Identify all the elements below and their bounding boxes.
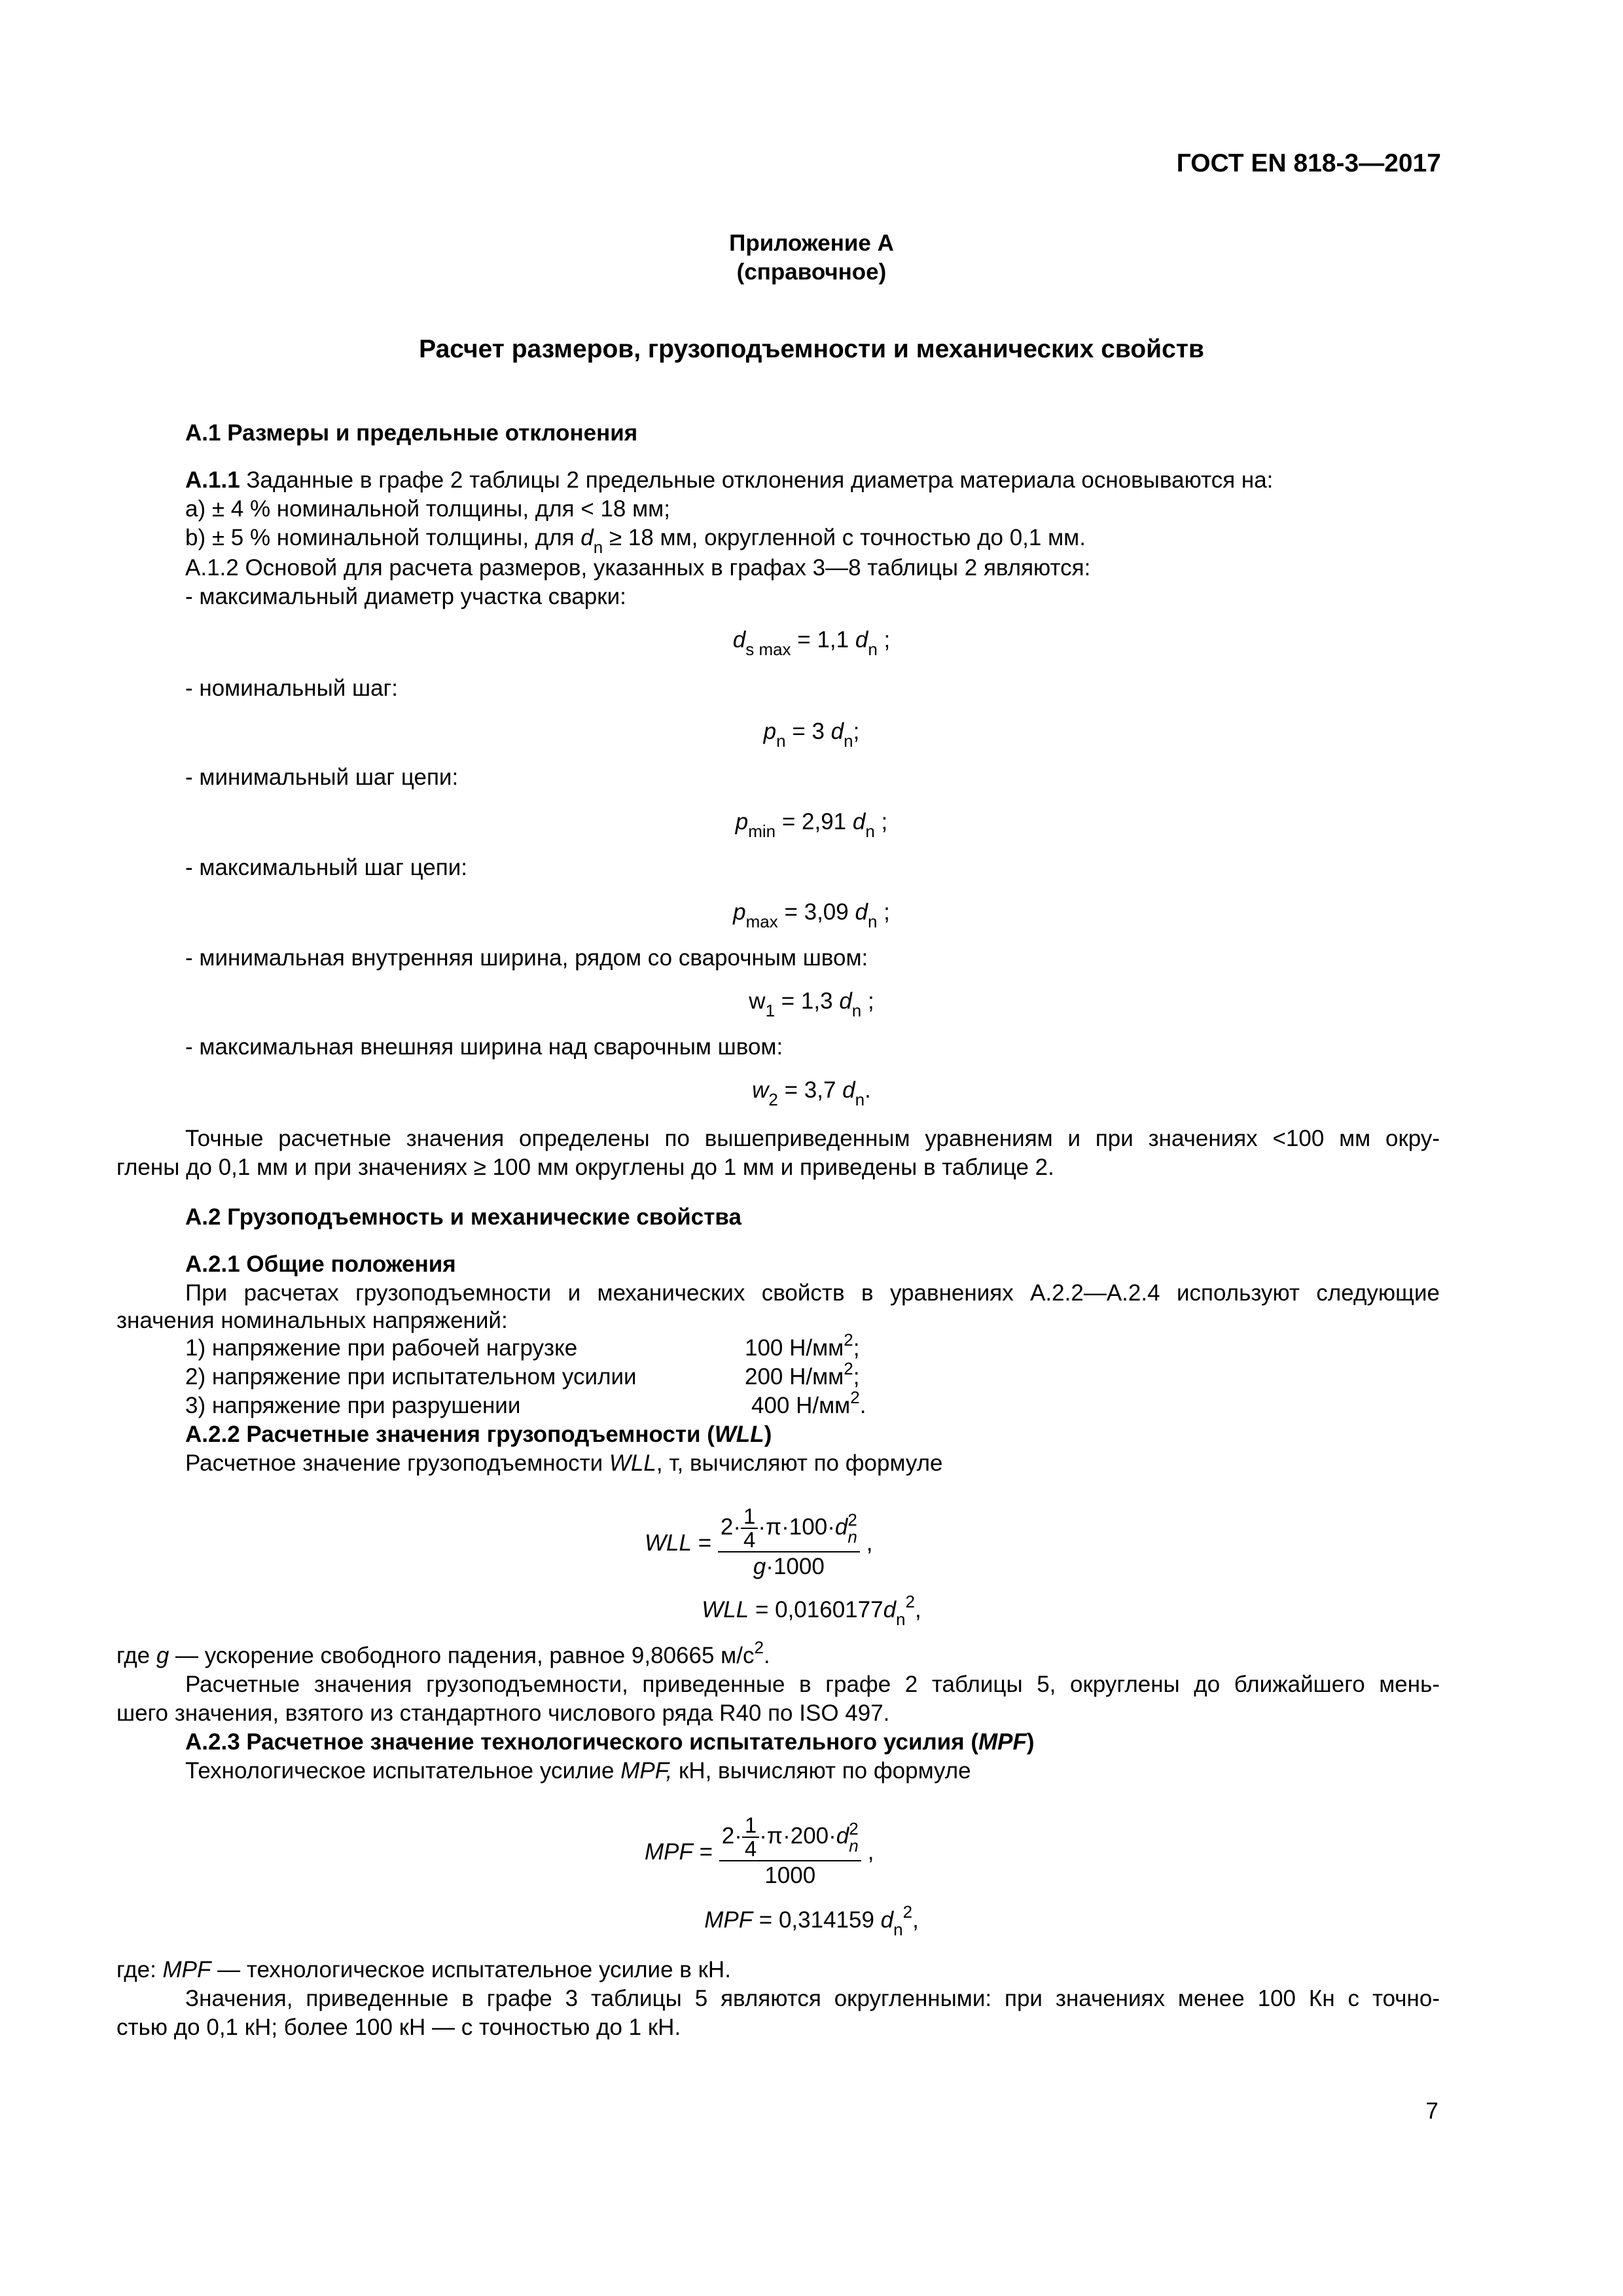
stress-value-1: 100 $Н/мм^2$; — [745, 1330, 860, 1361]
section-a1-heading: А.1 Размеры и предельные отклонения — [185, 420, 638, 446]
var-d: d — [580, 525, 594, 550]
clause-a21-line2: значения номинальных напряжений: — [116, 1308, 508, 1333]
clause-a23-heading: А.2.3 Расчетное значение технологического испытательного усилия (MPF) — [185, 1729, 1035, 1755]
tolerance-item-a: a) ± 4 % номинальной толщины, для < 18 мм; — [185, 496, 670, 522]
label-p-min: - минимальный шаг цепи: — [185, 764, 459, 790]
formula-mpf-result: MPF = 0,314159 $d_n^2$, — [704, 1902, 919, 1939]
rounding-paragraph-line1: Точные расчетные значения определены по вышеприведенным уравнениям и при значениях <100 мм окру- — [185, 1126, 1440, 1151]
page-number: 7 — [1425, 2098, 1438, 2124]
formula-p-max: $p_{max} = 3,09$ $d_n$ ; — [733, 899, 890, 931]
clause-a112: А.1.2 Основой для расчета размеров, указанных в графах 3—8 таблицы 2 являются: — [185, 555, 1091, 581]
wll-rounding-line1: Расчетные значения грузоподъемности, приведенные в графе 2 таблицы 5, округлены до ближайшего мень- — [185, 1672, 1440, 1697]
tolerance-item-b-tail: ≥ 18 мм, округленной с точностью до 0,1 мм. — [603, 525, 1086, 550]
document-id: ГОСТ EN 818-3—2017 — [1176, 149, 1441, 177]
appendix-heading: Расчет размеров, грузоподъемности и механических свойств — [419, 335, 1204, 363]
mpf-definition: где: MPF — технологическое испытательное усилие в кН. — [116, 1957, 731, 1982]
label-w2: - максимальная внешняя ширина над сварочным швом: — [185, 1034, 783, 1060]
mpf-rounding-line1: Значения, приведенные в графе 3 таблицы 5 являются округленными: при значениях менее 100 Кн с точно- — [185, 1986, 1440, 2011]
clause-a111-number: А.1.1 — [185, 467, 240, 493]
stress-value-3: 400 $Н/мм^2$. — [751, 1388, 866, 1418]
formula-w1: $w_1 = 1,3$ $d_n$ ; — [749, 988, 874, 1020]
clause-a21-line1: При расчетах грузоподъемности и механических свойств в уравнениях А.2.2—А.2.4 используют следующие — [185, 1280, 1440, 1306]
formula-p-min: $p_{min} = 2,91$ $d_n$ ; — [735, 809, 888, 841]
clause-a22-text: Расчетное значение грузоподъемности WLL, т, вычисляют по формуле — [185, 1450, 943, 1476]
appendix-type: (справочное) — [736, 259, 887, 285]
gravity-definition: где g — ускорение свободного падения, равное 9,80665 $м/с^2$. — [116, 1638, 770, 1668]
formula-ds-max: $d_{s max} = 1,1$ $d_n$ ; — [732, 627, 891, 659]
label-pn: - номинальный шаг: — [185, 675, 399, 701]
wll-rounding-line2: шего значения, взятого из стандартного числового ряда R40 по ISO 497. — [116, 1700, 890, 1726]
clause-a23-text: Технологическое испытательное усилие MPF, кН, вычисляют по формуле — [185, 1758, 971, 1784]
clause-a21-heading: А.2.1 Общие положения — [185, 1251, 456, 1277]
sub-n: n — [593, 537, 603, 557]
clause-a111 — [185, 466, 1273, 495]
formula-mpf-fraction: MPF = 2· $\frac{1}{4}$ ·π·200·d 2 n 1000 , — [645, 1813, 874, 1888]
formula-wll-fraction: WLL = 2· $\frac{1}{4}$ ·π·100·d 2 n g·1000 , — [645, 1504, 873, 1579]
formula-w2: $w_2 = 3,7$ $d_n$. — [752, 1077, 871, 1109]
clause-a111-text: Заданные в графе 2 таблицы 2 предельные отклонения диаметра материала основываются на: — [240, 467, 1274, 493]
appendix-title: Приложение А — [729, 230, 894, 256]
stress-item-3: 3) напряжение при разрушении — [185, 1393, 521, 1418]
mpf-rounding-line2: стью до 0,1 кН; более 100 кН — с точностью до 1 кН. — [116, 2015, 681, 2040]
label-w1: - минимальная внутренняя ширина, рядом со сварочным швом: — [185, 945, 868, 971]
formula-pn: $p_n = 3$ $d_n$; — [763, 719, 860, 751]
label-p-max: - максимальный шаг цепи: — [185, 855, 467, 880]
tolerance-item-b — [185, 524, 1086, 557]
label-ds-max: - максимальный диаметр участка сварки: — [185, 584, 626, 609]
clause-a22-heading: А.2.2 Расчетные значения грузоподъемности (WLL) — [185, 1422, 772, 1447]
stress-item-2: 2) напряжение при испытательном усилии — [185, 1364, 637, 1390]
section-a2-heading: А.2 Грузоподъемность и механические свойства — [185, 1204, 741, 1230]
formula-wll-result: WLL = $0,0160177d_n^2$, — [702, 1592, 921, 1629]
stress-value-2: 200 $Н/мм^2$; — [745, 1359, 860, 1390]
rounding-paragraph-line2: глены до 0,1 мм и при значениях ≥ 100 мм округлены до 1 мм и приведены в таблице 2. — [116, 1155, 1054, 1180]
tolerance-item-b-text: b) ± 5 % номинальной толщины, для — [185, 525, 581, 550]
stress-item-1: 1) напряжение при рабочей нагрузке — [185, 1335, 578, 1361]
